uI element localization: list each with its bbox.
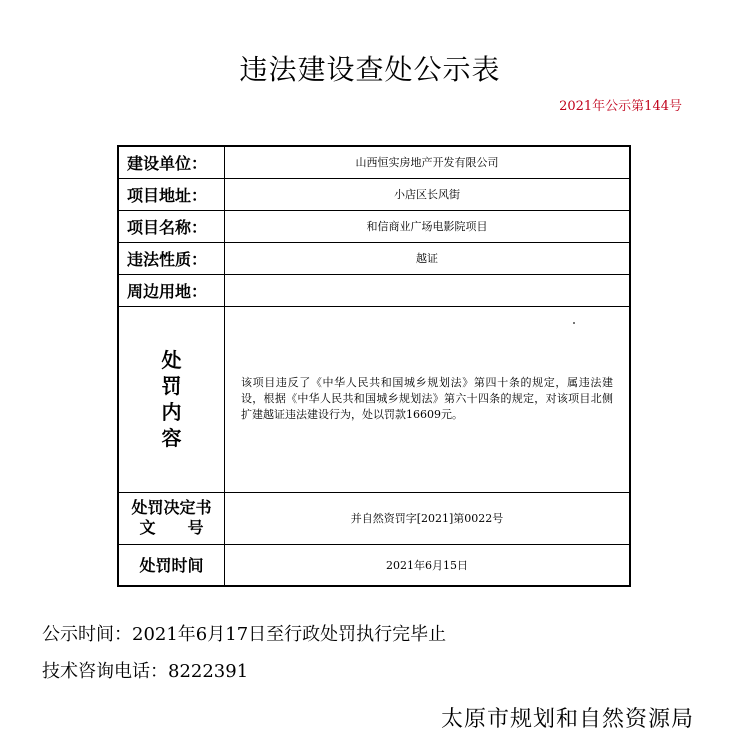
label-project: 项目名称：: [118, 210, 225, 242]
value-decision: 并自然资罚字[2021]第0022号: [225, 492, 631, 544]
value-project: 和信商业广场电影院项目: [225, 210, 631, 242]
penalty-label-vertical: [119, 347, 224, 451]
label-penalty: [118, 306, 225, 492]
decision-label-line1: 处罚决定书: [131, 498, 212, 517]
row-developer: [118, 146, 630, 178]
consult-phone: 技术咨询电话：8222391: [42, 661, 249, 682]
publicity-table: [117, 145, 631, 587]
row-project: [118, 210, 630, 242]
label-nature: 违法性质：: [118, 242, 225, 274]
scan-speck: [573, 322, 575, 324]
label-developer: 建设单位：: [118, 146, 225, 178]
publicity-period: 公示时间：2021年6月17日至行政处罚执行完毕止: [42, 624, 447, 645]
label-decision: [118, 492, 225, 544]
row-address: [118, 178, 630, 210]
row-nature: [118, 242, 630, 274]
penalty-label-char: 内: [161, 400, 182, 424]
value-surrounding: [225, 274, 631, 306]
penalty-content: 该项目违反了《中华人民共和国城乡规划法》第四十条的规定，属违法建设，根据《中华人民共和国城乡规划法》第六十四条的规定，对该项目北侧扩建越证违法建设行为，处以罚款16609元。: [225, 306, 631, 492]
document-number: 2021年公示第144号: [559, 99, 682, 114]
value-time: 2021年6月15日: [225, 544, 631, 586]
penalty-label-char: 处: [161, 348, 182, 372]
page-title: 违法建设查处公示表: [239, 53, 501, 86]
label-surrounding: 周边用地：: [118, 274, 225, 306]
decision-label-line2: 文 号: [139, 518, 204, 537]
value-address: 小店区长风街: [225, 178, 631, 210]
label-time: 处罚时间: [118, 544, 225, 586]
penalty-label-char: 容: [161, 426, 182, 450]
issuing-authority: 太原市规划和自然资源局: [440, 707, 694, 732]
value-nature: 越证: [225, 242, 631, 274]
penalty-label-char: 罚: [161, 374, 182, 398]
row-surrounding: [118, 274, 630, 306]
row-decision: [118, 492, 630, 544]
row-time: [118, 544, 630, 586]
row-penalty: [118, 306, 630, 492]
value-developer: 山西恒实房地产开发有限公司: [225, 146, 631, 178]
label-address: 项目地址：: [118, 178, 225, 210]
